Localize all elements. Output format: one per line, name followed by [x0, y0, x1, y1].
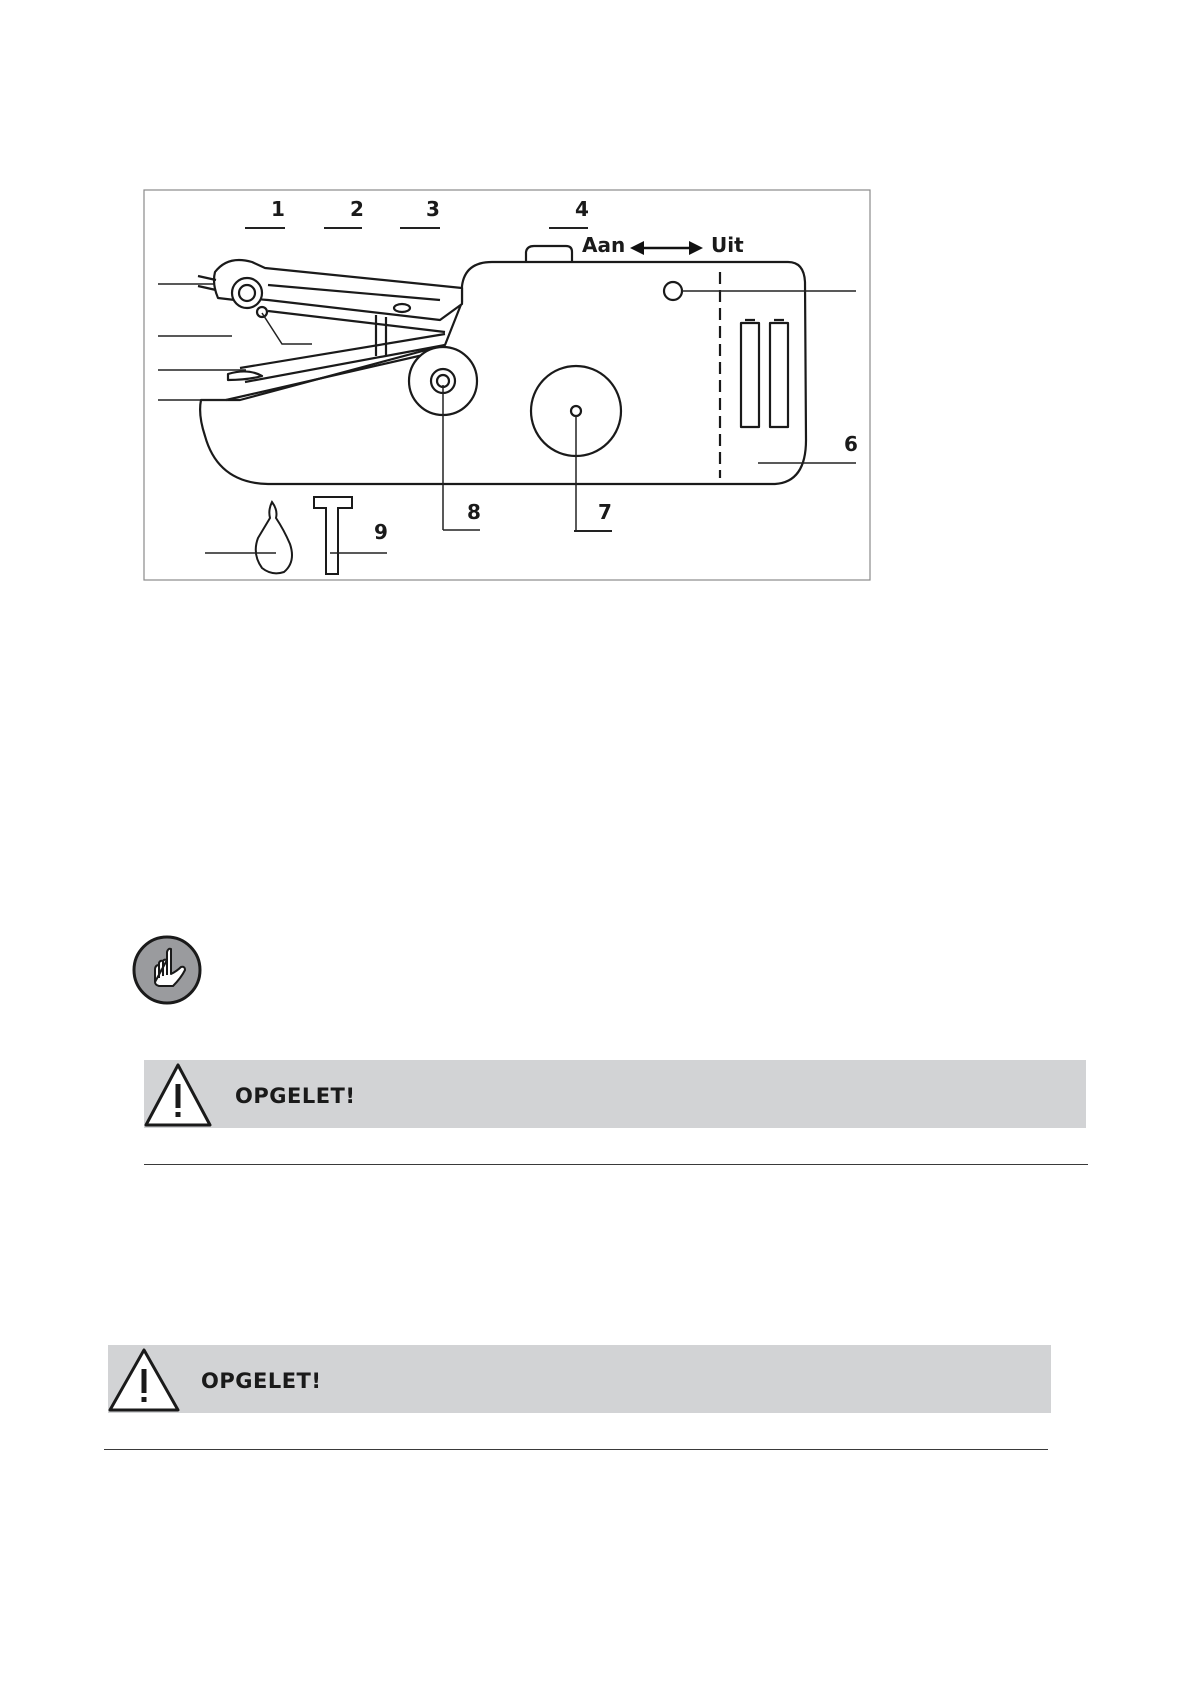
- divider: [104, 1449, 1048, 1450]
- callout-4: 4: [575, 197, 589, 221]
- warning-triangle-icon: [144, 1060, 212, 1128]
- callout-3: 3: [426, 197, 440, 221]
- callout-6: 6: [844, 432, 858, 456]
- switch-on-label: Aan: [582, 233, 626, 257]
- callout-8: 8: [467, 500, 481, 524]
- callout-1: 1: [271, 197, 285, 221]
- hand-pointing-icon: [131, 934, 203, 1006]
- callout-7: 7: [598, 500, 612, 524]
- switch-off-label: Uit: [711, 233, 744, 257]
- warning-title: OPGELET!: [201, 1369, 322, 1393]
- warning-triangle-icon: [108, 1345, 180, 1413]
- sewing-machine-diagram: [0, 0, 1192, 600]
- callout-2: 2: [350, 197, 364, 221]
- divider: [144, 1164, 1088, 1165]
- callout-9: 9: [374, 520, 388, 544]
- warning-title: OPGELET!: [235, 1084, 356, 1108]
